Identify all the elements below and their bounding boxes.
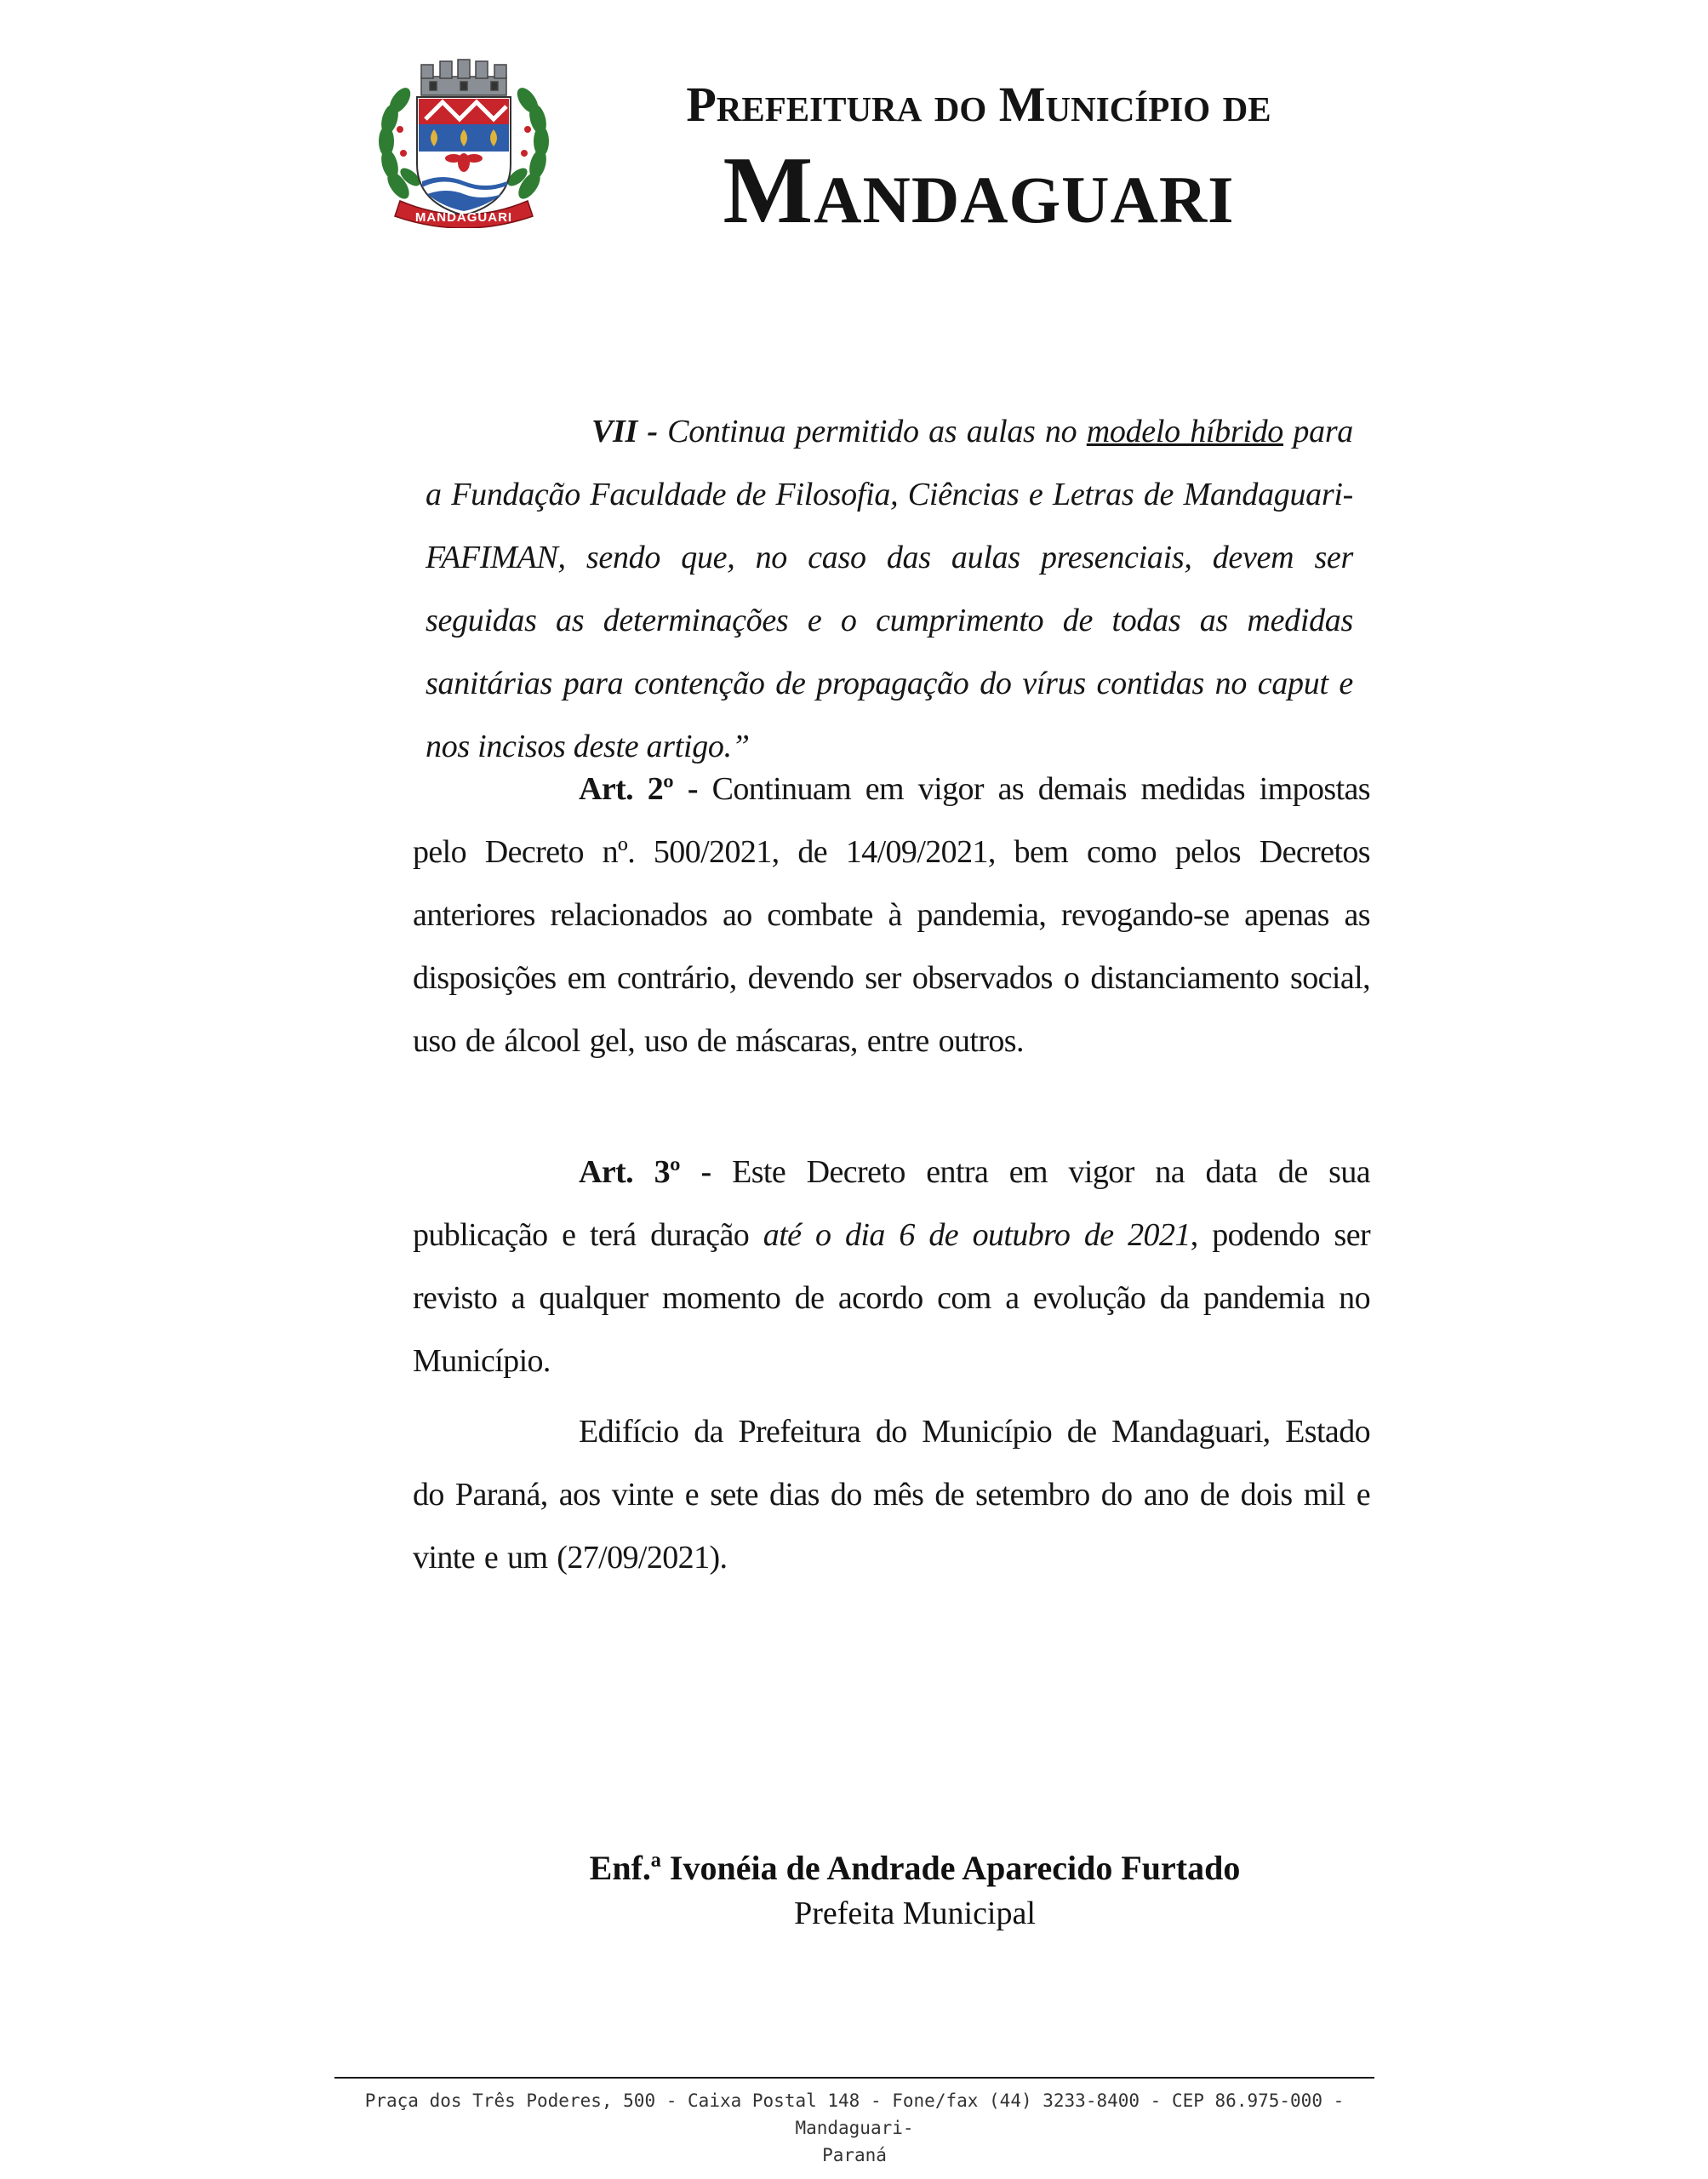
mural-crown [421, 60, 506, 95]
article-3-text-part1: Este Decreto entra em vigor na data de sua publicação e terá duração [413, 1154, 1371, 1253]
inciso-underlined-text: modelo híbrido [1086, 414, 1284, 449]
article-3-text-part2: , podendo ser revisto a qualquer momento de acordo com a evolução da pandemia no Município. [413, 1217, 1371, 1379]
signatory-role: Prefeita Municipal [794, 1896, 1036, 1931]
inciso-label: VII - [591, 414, 658, 449]
paragraph-article-3 [413, 1141, 1370, 1393]
inciso-text-part2: para a Fundação Faculdade de Filosofia, Ciências e Letras de Mandaguari-FAFIMAN, sendo que, no caso das aulas presenciais, devem ser seguidas as determinações e o cumprimento de todas as medidas sanitárias para contenção de propagação do vírus contidas no caput e nos incisos deste artigo.” [426, 414, 1354, 764]
inciso-text-part1: Continua permitido as aulas no [657, 414, 1087, 449]
article-3-label: Art. 3º - [579, 1154, 711, 1190]
crest-banner-text: MANDAGUARI [414, 210, 513, 225]
letterhead-title [647, 75, 1311, 242]
article-2-text: Continuam em vigor as demais medidas impostas pelo Decreto nº. 500/2021, de 14/09/2021, bem como pelos Decretos anteriores relacionados ao combate à pandemia, revogando-se apenas as disposições em contrário, devendo ser observados o distanciamento social, uso de álcool gel, uso de máscaras, entre outros. [413, 771, 1370, 1059]
footer-address [334, 2087, 1374, 2169]
footer-divider [334, 2077, 1374, 2079]
article-3-italic-date: até o dia 6 de outubro de 2021 [763, 1217, 1191, 1253]
footer-line2: Paraná [822, 2145, 887, 2165]
paragraph-inciso-vii [426, 400, 1353, 778]
municipal-crest-logo [374, 58, 553, 228]
signatory-name: Enf.ª Ivonéia de Andrade Aparecido Furtado [589, 1849, 1241, 1887]
signature-block [511, 1845, 1319, 1936]
paragraph-closing [413, 1400, 1370, 1589]
letterhead-line2: Mandaguari [723, 138, 1235, 243]
closing-text: Edifício da Prefeitura do Município de Mandaguari, Estado do Paraná, aos vinte e sete dias do mês de setembro do ano de dois mil e vinte e um (27/09/2021). [413, 1414, 1370, 1576]
article-2-label: Art. 2º - [579, 771, 698, 807]
paragraph-article-2 [413, 758, 1370, 1072]
letterhead-line1: Prefeitura do Município de [686, 77, 1271, 132]
footer-line1: Praça dos Três Poderes, 500 - Caixa Postal 148 - Fone/fax (44) 3233-8400 - CEP 86.975-000 - Mandaguari- [364, 2090, 1345, 2138]
